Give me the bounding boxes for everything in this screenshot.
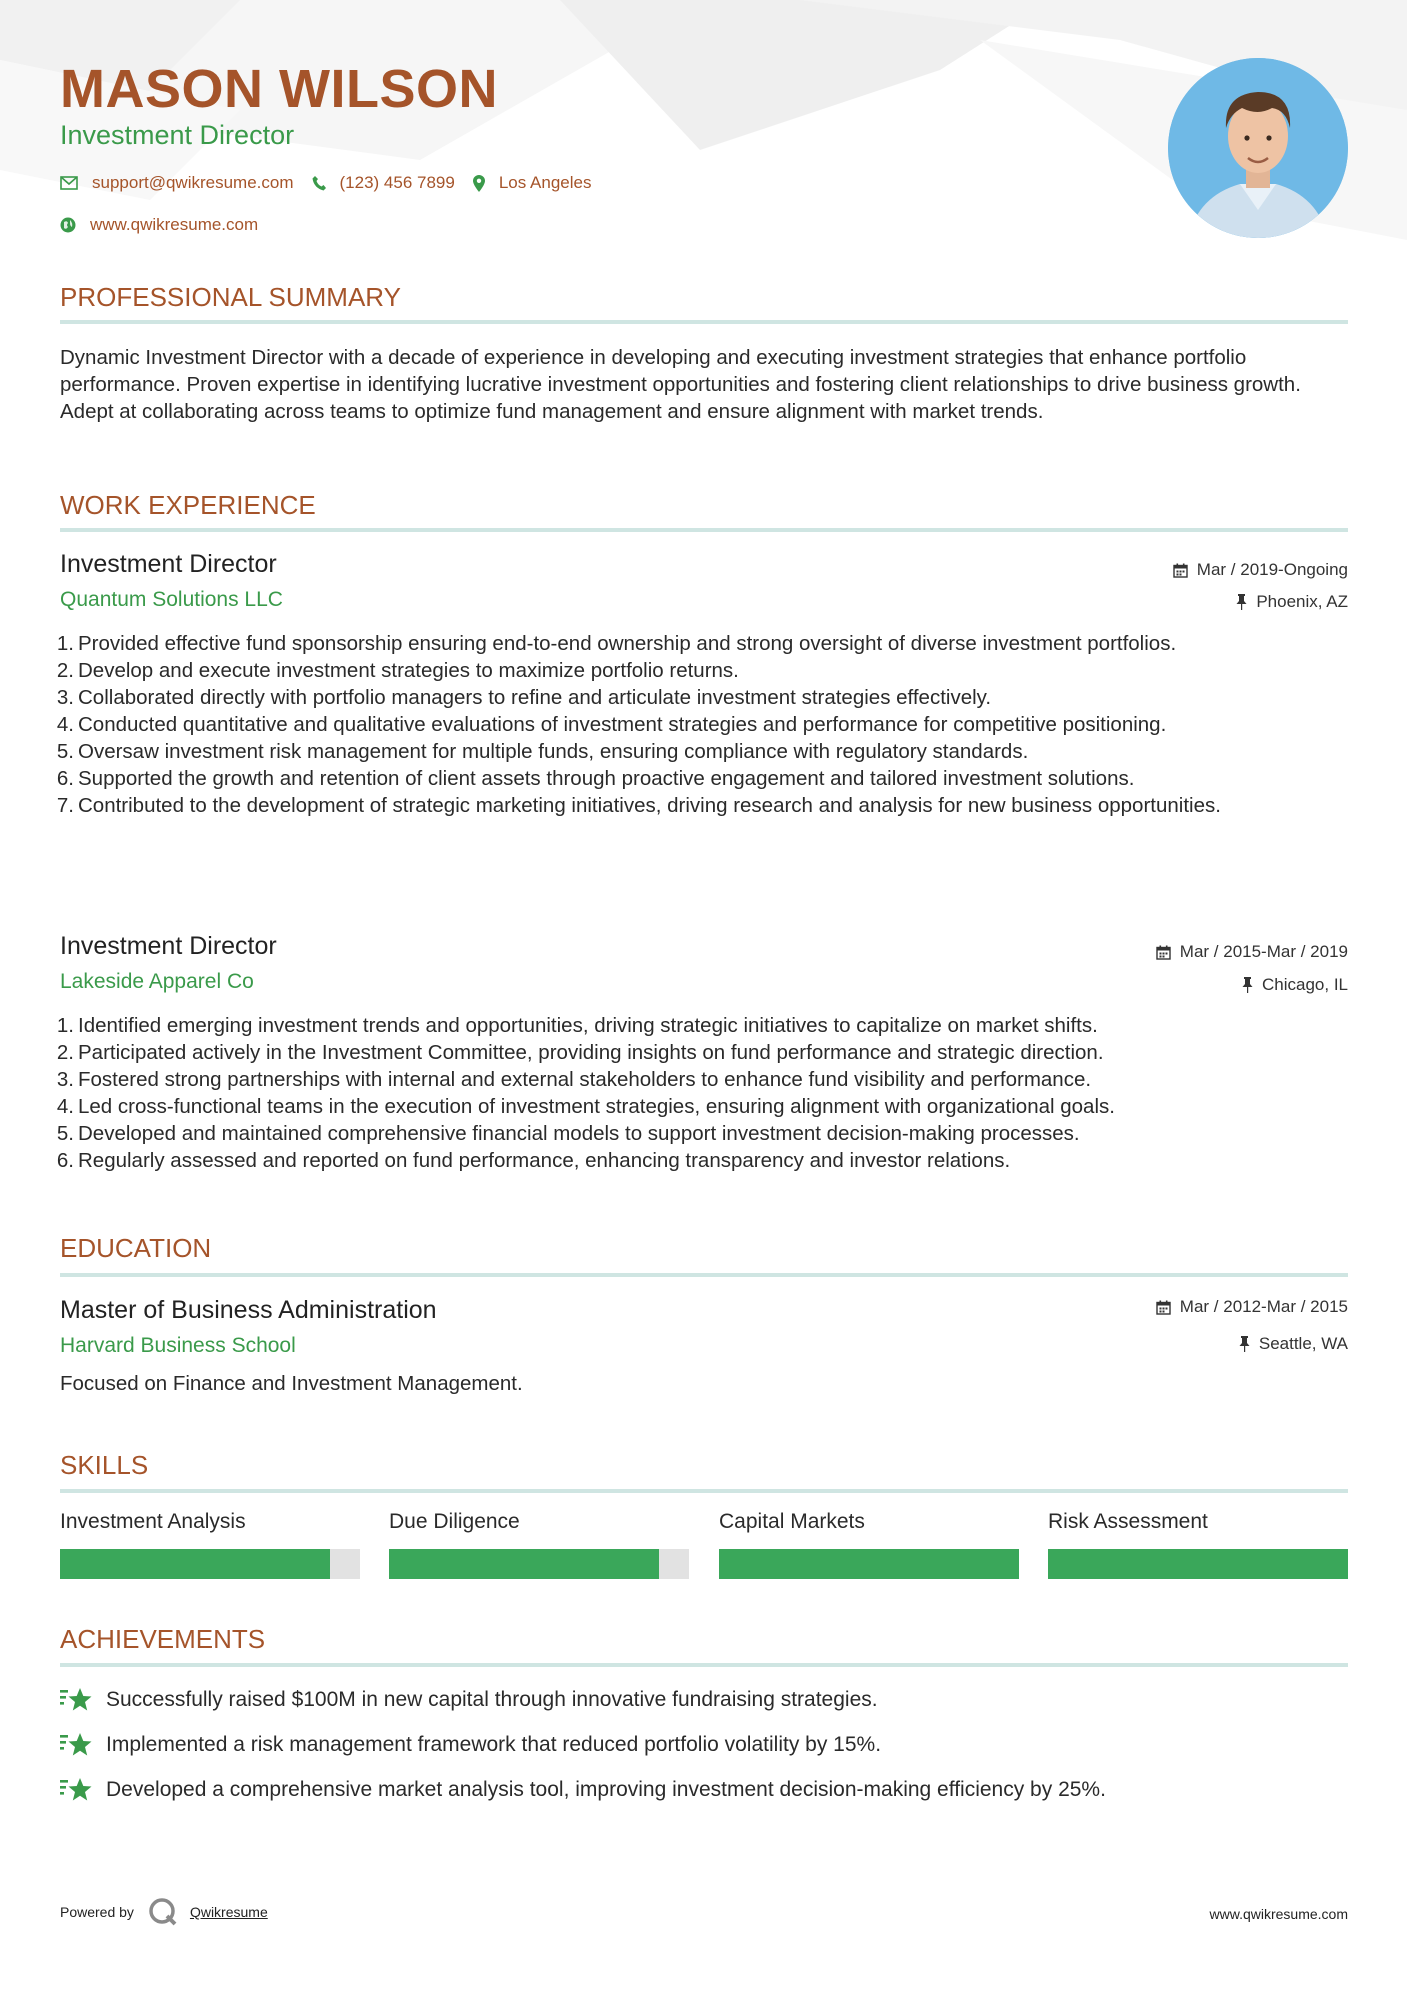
list-item: 1. Provided effective fund sponsorship ensuring end-to-end ownership and strong oversight of diverse investment portfolios.	[56, 632, 1177, 655]
list-item: 5. Oversaw investment risk management for multiple funds, ensuring compliance with regulatory standards.	[56, 740, 1029, 763]
job-2-dates-text: Mar / 2015-Mar / 2019	[1179, 942, 1348, 961]
job-2-duties	[56, 1012, 1348, 1174]
achievement-text: Successfully raised $100M in new capital through innovative fundraising strategies.	[106, 1688, 878, 1711]
qwikresume-logo-icon	[148, 1897, 178, 1927]
envelope-icon	[60, 176, 78, 190]
list-item: 5. Developed and maintained comprehensive financial models to support investment decision-making processes.	[56, 1122, 1080, 1145]
summary-text: Dynamic Investment Director with a decade of experience in developing and executing investment strategies that enhance portfolio performance. Proven expertise in identifying lucrative investment opportunities and fostering client relationships to drive business growth. Adept at collaborating across teams to optimize fund management and ensure alignment with market trends.	[60, 346, 1301, 423]
skill-bar	[719, 1549, 1019, 1579]
skill-name: Investment Analysis	[60, 1510, 246, 1533]
list-item: 3. Fostered strong partnerships with internal and external stakeholders to enhance fund visibility and performance.	[56, 1068, 1092, 1091]
achievement-item	[60, 1731, 881, 1759]
education-location-text: Seattle, WA	[1258, 1334, 1348, 1353]
contact-location	[473, 173, 592, 193]
list-item: 6. Regularly assessed and reported on fund performance, enhancing transparency and investor relations.	[56, 1149, 1011, 1172]
powered-by-label: Powered by	[60, 1904, 134, 1920]
skill-item	[60, 1510, 360, 1534]
pushpin-icon	[1236, 594, 1247, 610]
job-1-location-text: Phoenix, AZ	[1256, 592, 1348, 611]
experience-divider	[60, 528, 1348, 532]
job-1-duties	[56, 630, 1348, 819]
list-item: 2. Participated actively in the Investment Committee, providing insights on fund performance and strategic direction.	[56, 1041, 1104, 1064]
education-description: Focused on Finance and Investment Management.	[60, 1372, 523, 1395]
calendar-icon	[1156, 945, 1171, 960]
job-2-location	[1242, 975, 1348, 995]
contact-row-secondary	[60, 215, 276, 235]
trophy-star-icon	[60, 1731, 92, 1759]
skill-item	[1048, 1510, 1348, 1534]
skills-divider	[60, 1489, 1348, 1493]
achievement-text: Implemented a risk management framework that reduced portfolio volatility by 15%.	[106, 1733, 882, 1756]
list-item: 4. Led cross-functional teams in the execution of investment strategies, ensuring alignment with organizational goals.	[56, 1095, 1115, 1118]
list-item: 1. Identified emerging investment trends and opportunities, driving strategic initiatives to capitalize on market shifts.	[56, 1014, 1098, 1037]
footer-website[interactable]: www.qwikresume.com	[1209, 1906, 1348, 1922]
candidate-name: MASON WILSON	[60, 59, 498, 119]
education-school: Harvard Business School	[60, 1334, 296, 1357]
footer-powered-by	[60, 1897, 268, 1927]
trophy-star-icon	[60, 1776, 92, 1804]
education-dates	[1156, 1297, 1348, 1317]
job-2-location-text: Chicago, IL	[1262, 975, 1348, 994]
skill-bar	[1048, 1549, 1348, 1579]
skill-bar-fill	[389, 1549, 659, 1579]
contact-row-primary	[60, 173, 609, 193]
pushpin-icon	[1242, 977, 1253, 993]
skill-name: Risk Assessment	[1048, 1510, 1208, 1533]
education-location	[1239, 1334, 1348, 1354]
list-item: 3. Collaborated directly with portfolio managers to refine and articulate investment strategies effectively.	[56, 686, 992, 709]
skill-bar-fill	[60, 1549, 330, 1579]
globe-icon	[60, 217, 76, 233]
website-text: www.qwikresume.com	[90, 215, 259, 234]
profile-photo	[1168, 58, 1348, 238]
map-pin-icon	[473, 175, 485, 192]
skills-heading: SKILLS	[60, 1450, 149, 1480]
skill-bar	[60, 1549, 360, 1579]
contact-website[interactable]	[60, 215, 258, 235]
skill-item	[389, 1510, 689, 1534]
list-item: 4. Conducted quantitative and qualitative evaluations of investment strategies and performance for competitive positioning.	[56, 713, 1167, 736]
job-1-title: Investment Director	[60, 550, 277, 578]
pushpin-icon	[1239, 1336, 1250, 1352]
achievements-heading: ACHIEVEMENTS	[60, 1624, 266, 1654]
job-1-dates	[1173, 560, 1348, 580]
skill-bar-fill	[719, 1549, 1019, 1579]
portrait-image	[1168, 58, 1348, 238]
email-text: support@qwikresume.com	[92, 173, 294, 192]
experience-heading: WORK EXPERIENCE	[60, 490, 316, 520]
education-degree: Master of Business Administration	[60, 1296, 437, 1324]
summary-divider	[60, 320, 1348, 324]
qwikresume-link[interactable]: Qwikresume	[189, 1904, 268, 1920]
education-dates-text: Mar / 2012-Mar / 2015	[1179, 1297, 1348, 1316]
education-heading: EDUCATION	[60, 1233, 212, 1263]
skill-item	[719, 1510, 1019, 1534]
job-2-dates	[1156, 942, 1348, 962]
contact-email[interactable]	[60, 173, 294, 193]
candidate-role: Investment Director	[60, 120, 295, 150]
achievements-divider	[60, 1663, 1348, 1667]
location-text: Los Angeles	[498, 173, 592, 192]
trophy-star-icon	[60, 1686, 92, 1714]
phone-text: (123) 456 7899	[339, 173, 455, 192]
list-item: 2. Develop and execute investment strategies to maximize portfolio returns.	[56, 659, 739, 682]
job-1-location	[1236, 592, 1348, 612]
education-divider	[60, 1273, 1348, 1277]
skill-name: Due Diligence	[389, 1510, 520, 1533]
phone-icon	[312, 175, 326, 191]
achievement-item	[60, 1776, 1106, 1804]
achievement-item	[60, 1686, 878, 1714]
skill-bar-fill	[1048, 1549, 1348, 1579]
skill-bar	[389, 1549, 689, 1579]
job-2-title: Investment Director	[60, 932, 277, 960]
calendar-icon	[1156, 1300, 1171, 1315]
calendar-icon	[1173, 563, 1188, 578]
achievement-text: Developed a comprehensive market analysis tool, improving investment decision-making efficiency by 25%.	[106, 1778, 1106, 1801]
list-item: 6. Supported the growth and retention of client assets through proactive engagement and tailored investment solutions.	[56, 767, 1135, 790]
contact-phone[interactable]	[312, 173, 455, 193]
skill-name: Capital Markets	[719, 1510, 865, 1533]
job-2-company: Lakeside Apparel Co	[60, 970, 254, 993]
job-1-company: Quantum Solutions LLC	[60, 588, 283, 611]
job-1-dates-text: Mar / 2019-Ongoing	[1196, 560, 1348, 579]
summary-heading: PROFESSIONAL SUMMARY	[60, 282, 401, 312]
list-item: 7. Contributed to the development of strategic marketing initiatives, driving research and analysis for new business opportunities.	[56, 794, 1221, 817]
